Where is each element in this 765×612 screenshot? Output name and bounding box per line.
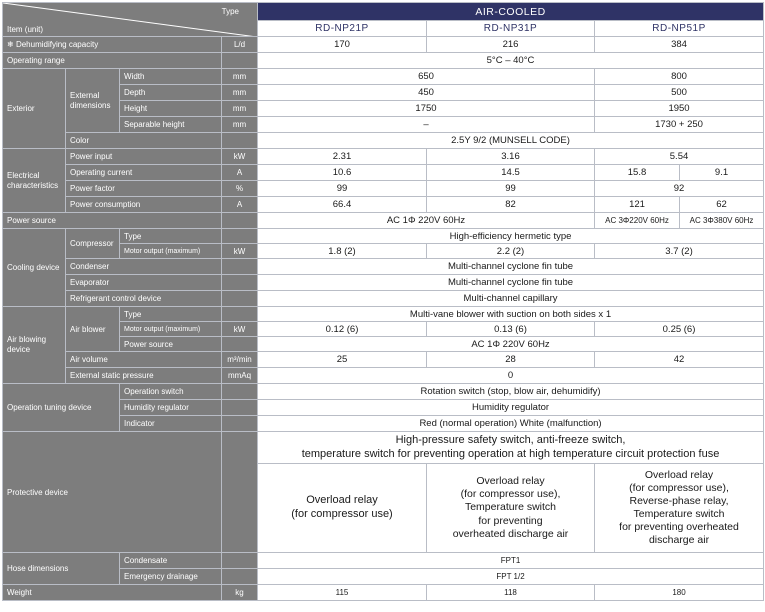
humidity-regulator-value: Humidity regulator: [258, 400, 764, 416]
operating-current-unit: A: [222, 165, 258, 181]
evaporator-value: Multi-channel cyclone fin tube: [258, 275, 764, 291]
compressor-type-value: High-efficiency hermetic type: [258, 229, 764, 244]
condensate-label: Condensate: [120, 553, 222, 569]
indicator-value: Red (normal operation) White (malfunction): [258, 416, 764, 432]
emergency-drainage-label: Emergency drainage: [120, 569, 222, 585]
condenser-label: Condenser: [66, 259, 222, 275]
air-blowing-label: Air blowing device: [3, 307, 66, 384]
power-consumption-label: Power consumption: [66, 197, 222, 213]
air-volume-unit: m³/min: [222, 352, 258, 368]
condensate-value: FPT1: [258, 553, 764, 569]
weight-value-1: 115: [258, 585, 427, 601]
protective-device-label: Protective device: [3, 432, 222, 553]
header-corner: [3, 3, 258, 37]
compressor-motor-label: Motor output (maximum): [120, 244, 222, 259]
protective-col-3: Overload relay (for compressor use), Reverse-phase relay, Temperature switch for preventing overheated discharge air: [595, 464, 764, 553]
air-blower-label: Air blower: [66, 307, 120, 352]
air-volume-value-3: 42: [595, 352, 764, 368]
power-factor-value-2: 99: [427, 181, 595, 197]
power-factor-label: Power factor: [66, 181, 222, 197]
static-pressure-unit: mmAq: [222, 368, 258, 384]
air-volume-label: Air volume: [66, 352, 222, 368]
power-consumption-value-1: 66.4: [258, 197, 427, 213]
tuning-device-label: Operation tuning device: [3, 384, 120, 432]
power-factor-value-3: 92: [595, 181, 764, 197]
power-factor-value-1: 99: [258, 181, 427, 197]
power-factor-unit: %: [222, 181, 258, 197]
operating-current-value-1: 10.6: [258, 165, 427, 181]
condenser-value: Multi-channel cyclone fin tube: [258, 259, 764, 275]
weight-value-3: 180: [595, 585, 764, 601]
electrical-label: Electrical characteristics: [3, 149, 66, 213]
model-header-3: RD-NP51P: [595, 21, 764, 37]
refrigerant-control-label: Refrigerant control device: [66, 291, 222, 307]
width-unit: mm: [222, 69, 258, 85]
separable-height-value-2: 1730 + 250: [595, 117, 764, 133]
item-unit-label: Item (unit): [7, 25, 44, 34]
blower-motor-value-1: 0.12 (6): [258, 322, 427, 337]
depth-value-2: 500: [595, 85, 764, 101]
depth-label: Depth: [120, 85, 222, 101]
static-pressure-label: External static pressure: [66, 368, 222, 384]
protective-col-1: Overload relay (for compressor use): [258, 464, 427, 553]
operating-current-label: Operating current: [66, 165, 222, 181]
blower-power-source-label: Power source: [120, 337, 222, 352]
operating-current-value-2: 14.5: [427, 165, 595, 181]
operating-range-value: 5°C – 40°C: [258, 53, 764, 69]
blower-type-label: Type: [120, 307, 222, 322]
power-source-label: Power source: [3, 213, 222, 229]
dehumidifying-label: ❄ Dehumidifying capacity: [3, 37, 222, 53]
operating-current-value-3: 15.8: [595, 165, 680, 181]
protective-common: High-pressure safety switch, anti-freeze switch, temperature switch for preventing operation at high temperature circuit protection fuse: [258, 432, 764, 464]
power-source-value-3: AC 3Φ380V 60Hz: [680, 213, 764, 229]
power-consumption-value-2: 82: [427, 197, 595, 213]
color-label: Color: [66, 133, 222, 149]
power-input-value-1: 2.31: [258, 149, 427, 165]
weight-value-2: 118: [427, 585, 595, 601]
humidity-regulator-label: Humidity regulator: [120, 400, 222, 416]
dehumidifying-value-2: 216: [427, 37, 595, 53]
power-input-label: Power input: [66, 149, 222, 165]
height-value-1: 1750: [258, 101, 595, 117]
protective-col-2: Overload relay (for compressor use), Temperature switch for preventing overheated discharge air: [427, 464, 595, 553]
separable-height-value-1: –: [258, 117, 595, 133]
snowflake-icon: ❄: [7, 40, 16, 49]
blower-motor-value-2: 0.13 (6): [427, 322, 595, 337]
blower-power-source-value: AC 1Φ 220V 60Hz: [258, 337, 764, 352]
compressor-motor-value-1: 1.8 (2): [258, 244, 427, 259]
exterior-label: Exterior: [3, 69, 66, 149]
compressor-motor-unit: kW: [222, 244, 258, 259]
width-value-2: 800: [595, 69, 764, 85]
weight-label: Weight: [3, 585, 222, 601]
refrigerant-control-value: Multi-channel capillary: [258, 291, 764, 307]
type-label: Type: [221, 7, 239, 16]
depth-unit: mm: [222, 85, 258, 101]
operation-switch-value: Rotation switch (stop, blow air, dehumidify): [258, 384, 764, 400]
emergency-drainage-value: FPT 1/2: [258, 569, 764, 585]
evaporator-label: Evaporator: [66, 275, 222, 291]
operating-range-label: Operating range: [3, 53, 222, 69]
power-consumption-value-4: 62: [680, 197, 764, 213]
compressor-label: Compressor: [66, 229, 120, 259]
cooling-type-header: AIR-COOLED: [258, 3, 764, 21]
dehumidifying-value-1: 170: [258, 37, 427, 53]
depth-value-1: 450: [258, 85, 595, 101]
model-header-2: RD-NP31P: [427, 21, 595, 37]
separable-height-label: Separable height: [120, 117, 222, 133]
blower-motor-value-3: 0.25 (6): [595, 322, 764, 337]
power-consumption-unit: A: [222, 197, 258, 213]
power-consumption-value-3: 121: [595, 197, 680, 213]
dehumidifying-unit: L/d: [222, 37, 258, 53]
dehumidifying-value-3: 384: [595, 37, 764, 53]
power-input-value-3: 5.54: [595, 149, 764, 165]
operating-current-value-4: 9.1: [680, 165, 764, 181]
weight-unit: kg: [222, 585, 258, 601]
power-source-value-2: AC 3Φ220V 60Hz: [595, 213, 680, 229]
color-value: 2.5Y 9/2 (MUNSELL CODE): [258, 133, 764, 149]
height-label: Height: [120, 101, 222, 117]
hose-dimensions-label: Hose dimensions: [3, 553, 120, 585]
model-header-1: RD-NP21P: [258, 21, 427, 37]
width-value-1: 650: [258, 69, 595, 85]
compressor-motor-value-3: 3.7 (2): [595, 244, 764, 259]
operation-switch-label: Operation switch: [120, 384, 222, 400]
indicator-label: Indicator: [120, 416, 222, 432]
blower-type-value: Multi-vane blower with suction on both sides x 1: [258, 307, 764, 322]
external-dimensions-label: External dimensions: [66, 69, 120, 133]
power-source-value-1: AC 1Φ 220V 60Hz: [258, 213, 595, 229]
static-pressure-value: 0: [258, 368, 764, 384]
blower-motor-label: Motor output (maximum): [120, 322, 222, 337]
separable-height-unit: mm: [222, 117, 258, 133]
power-input-unit: kW: [222, 149, 258, 165]
height-value-2: 1950: [595, 101, 764, 117]
compressor-motor-value-2: 2.2 (2): [427, 244, 595, 259]
air-volume-value-2: 28: [427, 352, 595, 368]
blower-motor-unit: kW: [222, 322, 258, 337]
spec-table: [2, 2, 764, 601]
compressor-type-label: Type: [120, 229, 222, 244]
power-input-value-2: 3.16: [427, 149, 595, 165]
air-volume-value-1: 25: [258, 352, 427, 368]
cooling-device-label: Cooling device: [3, 229, 66, 307]
width-label: Width: [120, 69, 222, 85]
height-unit: mm: [222, 101, 258, 117]
